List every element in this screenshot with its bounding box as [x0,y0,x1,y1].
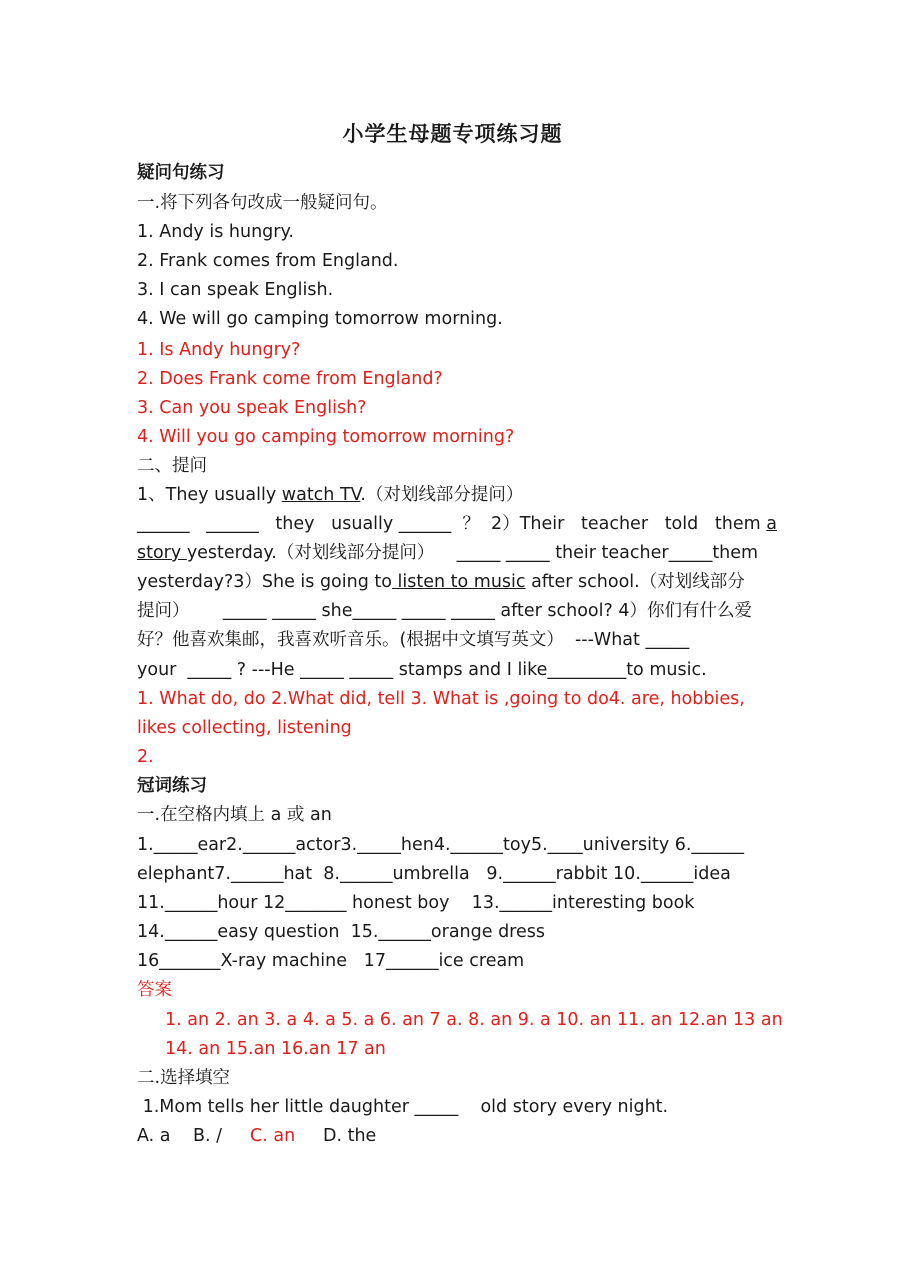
underlined-text: story [137,543,187,563]
answer-line: 1. an 2. an 3. a 4. a 5. a 6. an 7 a. 8. an 9. a 10. an 11. an 12.an 13 an [165,1010,783,1030]
exercise-line: elephant7.______hat 8.______umbrella 9.______rabbit 10.______idea [137,864,731,884]
option-b: B. / [193,1126,223,1146]
question-line: your _____ ? ---He _____ _____ stamps and I like_________to music. [137,660,707,680]
text: after school.（对划线部分 [525,572,745,592]
answer-line: 1. What do, do 2.What did, tell 3. What is ,going to do4. are, hobbies, [137,689,745,709]
question-line [137,512,777,536]
underlined-text: a [766,514,777,534]
question-line: 3. I can speak English. [137,280,334,300]
question-line [137,570,745,594]
exercise-line: 11.______hour 12_______ honest boy 13.______interesting book [137,893,695,913]
answer-line: 3. Can you speak English? [137,398,367,418]
page-title: 小学生母题专项练习题 [342,122,563,146]
question-line: 1.Mom tells her little daughter _____ old story every night. [137,1097,669,1117]
option-c: C. an [250,1126,296,1146]
underlined-text: watch TV [281,485,361,505]
exercise-line: 1._____ear2.______actor3._____hen4.______toy5.____university 6.______ [137,835,744,855]
section-heading-articles: 冠词练习 [137,776,207,796]
answer-line: 1. Is Andy hungry? [137,340,301,360]
exercise-line: 16_______X-ray machine 17______ice cream [137,951,525,971]
question-line [137,541,758,565]
question-line [137,483,523,507]
question-line: 2. Frank comes from England. [137,251,399,271]
option-a: A. a [137,1126,171,1146]
section-heading-questions: 疑问句练习 [137,163,225,183]
exercise-line: 14.______easy question 15.______orange dress [137,922,545,942]
question-line: 1. Andy is hungry. [137,222,294,242]
answer-line: 2. [137,747,154,767]
instruction: 一.将下列各句改成一般疑问句。 [137,193,388,213]
underlined-text: listen to music [391,572,526,592]
question-line: 提问） _____ _____ she_____ _____ _____ after school? 4）你们有什么爱 [137,601,752,621]
text: yesterday?3）She is going to [137,572,392,592]
answer-line: 4. Will you go camping tomorrow morning? [137,427,515,447]
answer-line: 14. an 15.an 16.an 17 an [165,1039,386,1059]
answer-line: likes collecting, listening [137,718,352,738]
text: ______ ______ they usually ______ ？ 2）Their teacher told them [137,514,767,534]
section-heading-choice: 二.选择填空 [137,1068,231,1088]
text: 1、They usually [137,485,282,505]
answer-label: 答案 [137,980,172,1000]
question-line: 4. We will go camping tomorrow morning. [137,309,503,329]
section-heading-ask: 二、提问 [137,456,207,476]
question-line: 好？他喜欢集邮，我喜欢听音乐。(根据中文填写英文） ---What _____ [137,630,690,650]
option-d: D. the [323,1126,377,1146]
answer-line: 2. Does Frank come from England? [137,369,443,389]
instruction: 一.在空格内填上 a 或 an [137,805,332,825]
text: yesterday.（对划线部分提问） _____ _____ their teacher_____them [186,543,759,563]
text: .（对划线部分提问） [360,485,524,505]
